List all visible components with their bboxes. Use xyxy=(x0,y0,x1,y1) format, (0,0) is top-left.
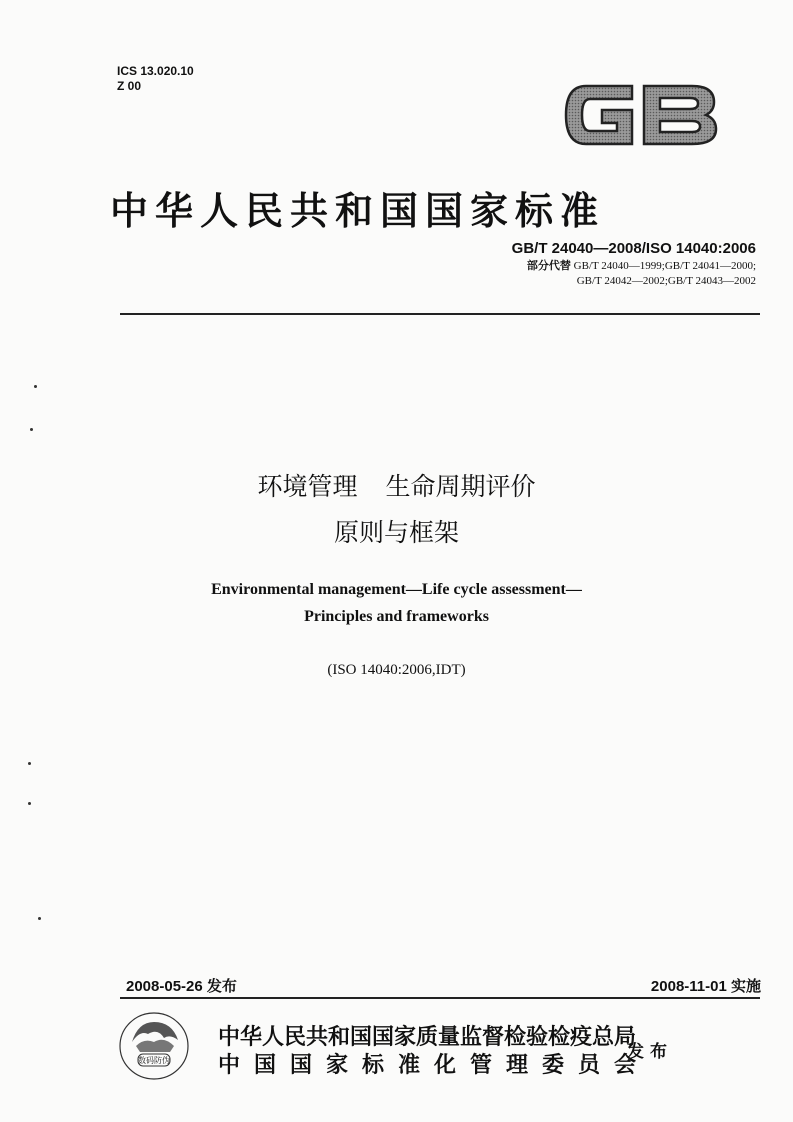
chinese-title-part-2: 生命周期评价 xyxy=(385,472,536,501)
replaces-label: 部分代替 xyxy=(526,259,571,272)
chinese-title-line-1 xyxy=(0,467,793,503)
ccs-code: Z 00 xyxy=(117,79,142,93)
issue-date: 2008-05-26 发布 xyxy=(126,978,237,995)
english-title-line-2: Principles and frameworks xyxy=(304,608,489,625)
replaces-line-2: GB/T 24042—2002;GB/T 24043—2002 xyxy=(576,275,756,287)
footer-divider xyxy=(120,997,760,999)
standard-number: GB/T 24040—2008/ISO 14040:2006 xyxy=(511,240,756,257)
chinese-title-line-2: 原则与框架 xyxy=(333,518,459,547)
header-divider xyxy=(120,313,760,315)
iso-identity: (ISO 14040:2006,IDT) xyxy=(327,662,466,678)
issue-action: 发布 xyxy=(627,1042,673,1062)
anti-counterfeit-seal xyxy=(118,1010,190,1082)
classification-codes xyxy=(117,64,194,94)
issuer-aqsiq: 中华人民共和国国家质量监督检验检疫总局 xyxy=(218,1025,637,1050)
replaces-block xyxy=(527,258,756,289)
chinese-title-part-1: 环境管理 xyxy=(257,472,358,501)
national-standard-title: 中华人民共和国国家标准 xyxy=(110,189,606,233)
issuer-sac: 中国国家标准化管理委员会 xyxy=(218,1053,651,1078)
ics-code: ICS 13.020.10 xyxy=(117,64,194,78)
replaces-line-1: GB/T 24040—1999;GB/T 24041—2000; xyxy=(573,260,756,272)
implementation-date: 2008-11-01 实施 xyxy=(650,978,761,995)
scan-speck xyxy=(28,802,31,805)
scan-speck xyxy=(34,385,37,388)
scan-speck xyxy=(30,428,33,431)
gb-logo xyxy=(562,78,720,152)
english-title-line-1: Environmental management—Life cycle assessment— xyxy=(211,581,582,598)
scan-speck xyxy=(28,762,31,765)
seal-text: 数码防伪 xyxy=(138,1056,170,1065)
scan-speck xyxy=(38,917,41,920)
